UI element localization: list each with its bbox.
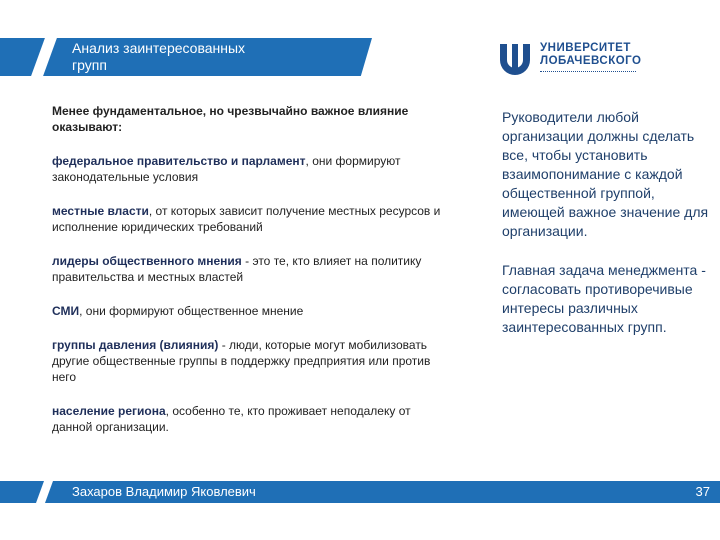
item-term: федеральное правительство и парламент	[52, 154, 306, 168]
item-text: , особенно те, кто проживает неподалеку от данной организации.	[52, 404, 411, 434]
slide-title	[72, 40, 332, 74]
item-term: СМИ	[52, 304, 80, 318]
list-item	[52, 253, 442, 285]
list-item	[52, 303, 442, 319]
slide-title-line1: Анализ заинтересованных	[72, 40, 246, 56]
list-item	[52, 403, 442, 435]
right-paragraph-2: Главная задача менеджмента - согласовать противоречивые интересы различных заинтересованных групп.	[502, 262, 706, 335]
list-item	[52, 337, 442, 385]
item-text: - это те, кто влияет на политику правительства и местных властей	[52, 254, 422, 284]
list-item	[52, 203, 442, 235]
footer-author: Захаров Владимир Яковлевич	[72, 484, 256, 499]
slide-title-line2: групп	[72, 57, 107, 73]
item-term: местные власти	[52, 204, 149, 218]
item-text: , от которых зависит получение местных ресурсов и исполнение юридических требований	[52, 204, 441, 234]
logo-text-line1: УНИВЕРСИТЕТ	[540, 42, 631, 54]
left-column	[52, 103, 442, 435]
right-paragraph-1: Руководители любой организации должны сделать все, чтобы установить взаимопонимание с каждой общественной группой, имеющей важное значение для организации.	[502, 109, 709, 239]
item-term: население региона	[52, 404, 166, 418]
intro-text: Менее фундаментальное, но чрезвычайно важное влияние оказывают:	[52, 104, 409, 134]
item-text: , они формируют общественное мнение	[79, 304, 304, 318]
logo-subline	[540, 71, 636, 75]
item-text: - люди, которые могут мобилизовать другие общественные группы в поддержку предприятия или против него	[52, 338, 431, 384]
item-text: , они формируют законодательные условия	[52, 154, 401, 184]
university-logo-icon	[496, 40, 534, 80]
list-item	[52, 153, 442, 185]
university-logo	[496, 40, 646, 84]
logo-text-line2: ЛОБАЧЕВСКОГО	[540, 55, 642, 67]
right-column	[502, 108, 712, 337]
item-term: группы давления (влияния)	[52, 338, 219, 352]
item-term: лидеры общественного мнения	[52, 254, 242, 268]
page-number: 37	[695, 484, 710, 499]
